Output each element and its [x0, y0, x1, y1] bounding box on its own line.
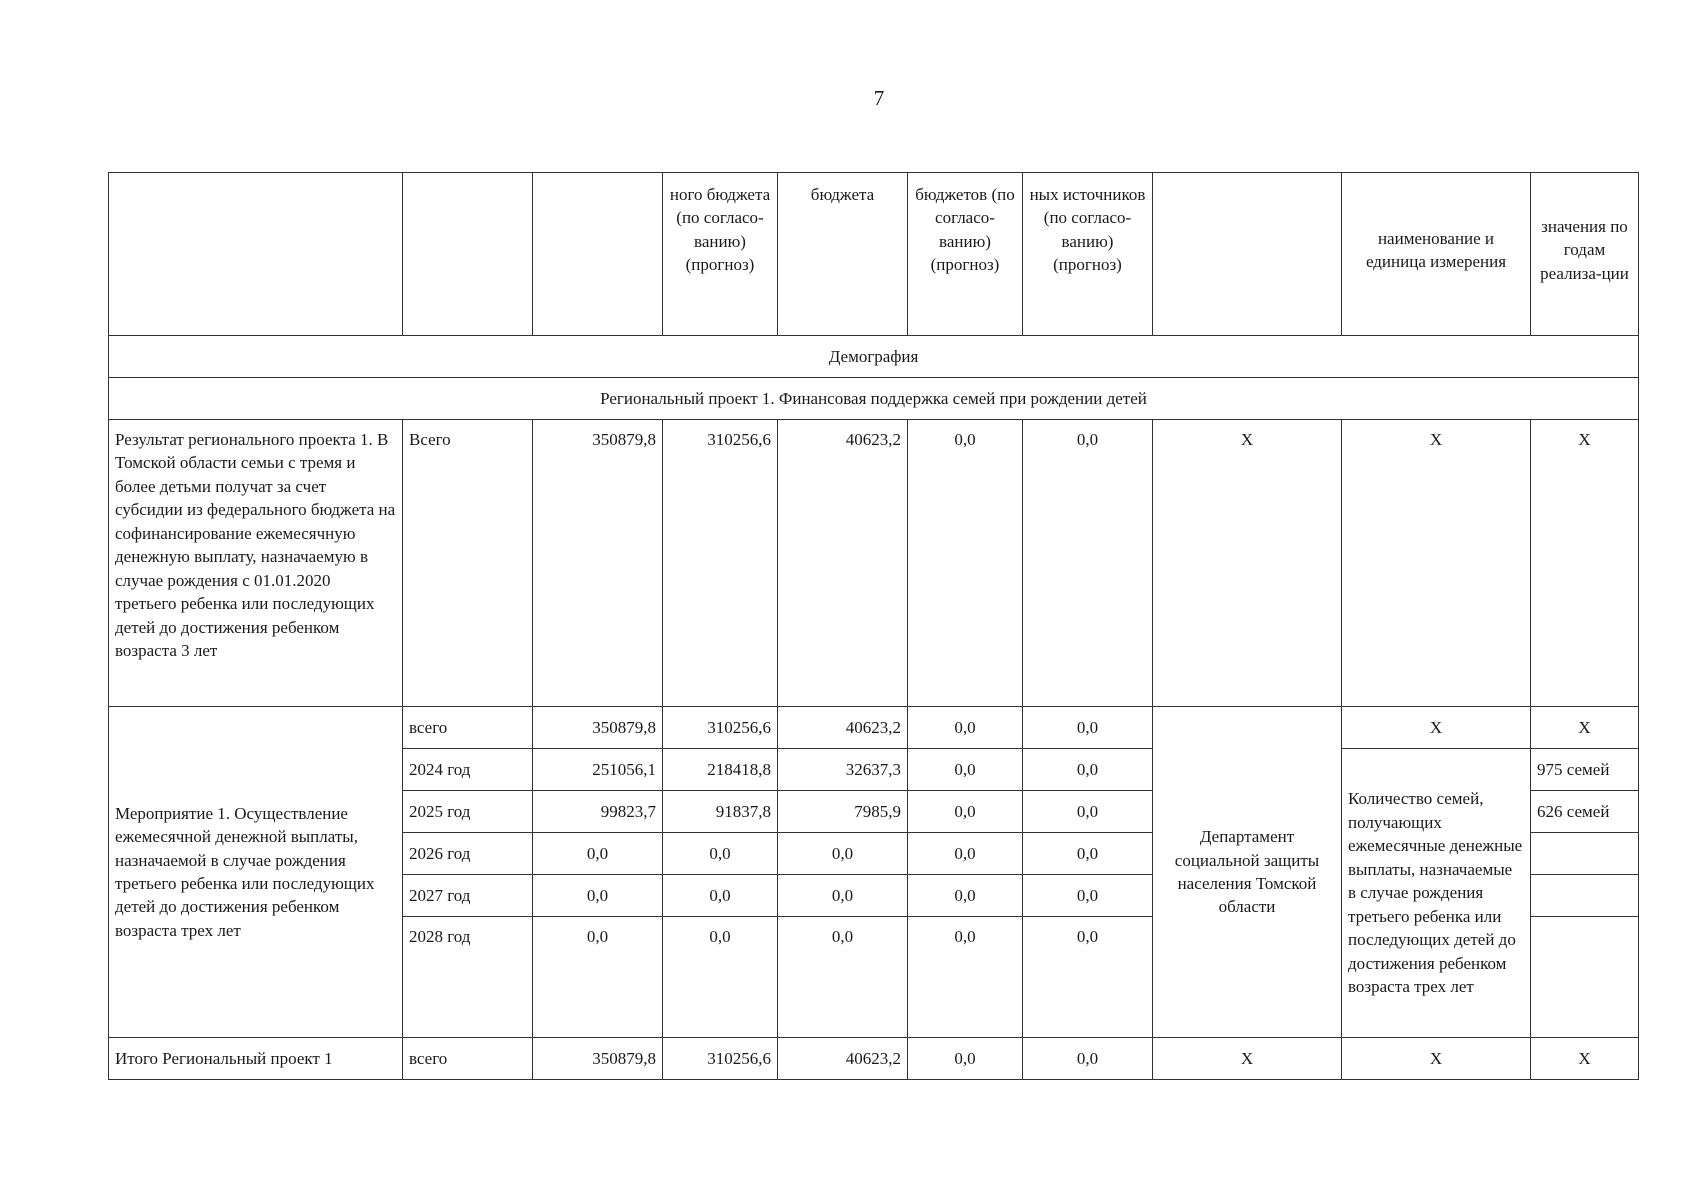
- measure-regional: 0,0: [778, 917, 908, 1038]
- total-name: Итого Региональный проект 1: [109, 1038, 403, 1080]
- measure-federal: 310256,6: [663, 707, 778, 749]
- measure-regional: 32637,3: [778, 749, 908, 791]
- total-total: 350879,8: [533, 1038, 663, 1080]
- result-executor: Х: [1153, 420, 1342, 707]
- result-indicator: Х: [1342, 420, 1531, 707]
- result-row: [109, 420, 1639, 707]
- measure-other: 0,0: [1023, 749, 1153, 791]
- header-executor: [1153, 173, 1342, 336]
- header-values: значения по годам реализа-ции: [1531, 173, 1639, 336]
- result-regional: 40623,2: [778, 420, 908, 707]
- section-row: [109, 336, 1639, 378]
- measure-federal: 0,0: [663, 833, 778, 875]
- measure-federal: 0,0: [663, 917, 778, 1038]
- measure-period: всего: [403, 707, 533, 749]
- header-row: [109, 173, 1639, 336]
- measure-local: 0,0: [908, 833, 1023, 875]
- header-period: [403, 173, 533, 336]
- measure-value: 975 семей: [1531, 749, 1639, 791]
- measure-period: 2024 год: [403, 749, 533, 791]
- total-executor: Х: [1153, 1038, 1342, 1080]
- measure-value: [1531, 875, 1639, 917]
- measure-regional: 40623,2: [778, 707, 908, 749]
- measure-total: 251056,1: [533, 749, 663, 791]
- measure-value: [1531, 917, 1639, 1038]
- result-period: Всего: [403, 420, 533, 707]
- measure-federal: 91837,8: [663, 791, 778, 833]
- header-other-sources: ных источников (по согласо-ванию) (прогноз): [1023, 173, 1153, 336]
- measure-total: 0,0: [533, 917, 663, 1038]
- program-table: [108, 172, 1639, 1080]
- header-regional-budget: бюджета: [778, 173, 908, 336]
- measure-total: 0,0: [533, 875, 663, 917]
- measure-other: 0,0: [1023, 833, 1153, 875]
- measure-total-indicator: Х: [1342, 707, 1531, 749]
- measure-regional: 0,0: [778, 833, 908, 875]
- page-number: 7: [873, 86, 885, 110]
- measure-name: Мероприятие 1. Осуществление ежемесячной денежной выплаты, назначаемой в случае рождения третьего ребенка или последующих детей до достижения ребенком возраста трех лет: [109, 707, 403, 1038]
- section-row: [109, 378, 1639, 420]
- measure-period: 2025 год: [403, 791, 533, 833]
- measure-local: 0,0: [908, 875, 1023, 917]
- section-demography: Демография: [109, 336, 1639, 378]
- total-period: всего: [403, 1038, 533, 1080]
- measure-other: 0,0: [1023, 707, 1153, 749]
- result-other: 0,0: [1023, 420, 1153, 707]
- header-federal-budget: ного бюджета (по согласо-ванию) (прогноз): [663, 173, 778, 336]
- header-local-budgets: бюджетов (по согласо-ванию) (прогноз): [908, 173, 1023, 336]
- measure-local: 0,0: [908, 791, 1023, 833]
- measure-federal: 218418,8: [663, 749, 778, 791]
- measure-period: 2026 год: [403, 833, 533, 875]
- measure-regional: 0,0: [778, 875, 908, 917]
- measure-period: 2028 год: [403, 917, 533, 1038]
- measure-value: [1531, 833, 1639, 875]
- header-indicator: наименование и единица измерения: [1342, 173, 1531, 336]
- measure-federal: 0,0: [663, 875, 778, 917]
- result-federal: 310256,6: [663, 420, 778, 707]
- result-local: 0,0: [908, 420, 1023, 707]
- total-values: Х: [1531, 1038, 1639, 1080]
- measure-local: 0,0: [908, 917, 1023, 1038]
- total-row: [109, 1038, 1639, 1080]
- total-other: 0,0: [1023, 1038, 1153, 1080]
- measure-total: 350879,8: [533, 707, 663, 749]
- measure-period: 2027 год: [403, 875, 533, 917]
- result-name: Результат регионального проекта 1. В Томской области семьи с тремя и более детьми получат за счет субсидии из федерального бюджета на софинансирование ежемесячную денежную выплату, назначаемую в случае рождения с 01.01.2020 третьего ребенка или последующих детей до достижения ребенком возраста 3 лет: [109, 420, 403, 707]
- measure-other: 0,0: [1023, 791, 1153, 833]
- measure-local: 0,0: [908, 707, 1023, 749]
- measure-local: 0,0: [908, 749, 1023, 791]
- total-local: 0,0: [908, 1038, 1023, 1080]
- measure-total-values: Х: [1531, 707, 1639, 749]
- result-total: 350879,8: [533, 420, 663, 707]
- measure-executor: Департамент социальной защиты населения Томской области: [1153, 707, 1342, 1038]
- measure-row: [109, 707, 1639, 749]
- measure-total: 0,0: [533, 833, 663, 875]
- measure-total: 99823,7: [533, 791, 663, 833]
- header-total: [533, 173, 663, 336]
- header-task: [109, 173, 403, 336]
- total-regional: 40623,2: [778, 1038, 908, 1080]
- measure-value: 626 семей: [1531, 791, 1639, 833]
- total-federal: 310256,6: [663, 1038, 778, 1080]
- total-indicator: Х: [1342, 1038, 1531, 1080]
- measure-other: 0,0: [1023, 917, 1153, 1038]
- measure-other: 0,0: [1023, 875, 1153, 917]
- result-values: Х: [1531, 420, 1639, 707]
- section-project-1: Региональный проект 1. Финансовая поддержка семей при рождении детей: [109, 378, 1639, 420]
- measure-regional: 7985,9: [778, 791, 908, 833]
- measure-indicator: Количество семей, получающих ежемесячные денежные выплаты, назначаемые в случае рождения третьего ребенка или последующих детей до достижения ребенком возраста трех лет: [1342, 749, 1531, 1038]
